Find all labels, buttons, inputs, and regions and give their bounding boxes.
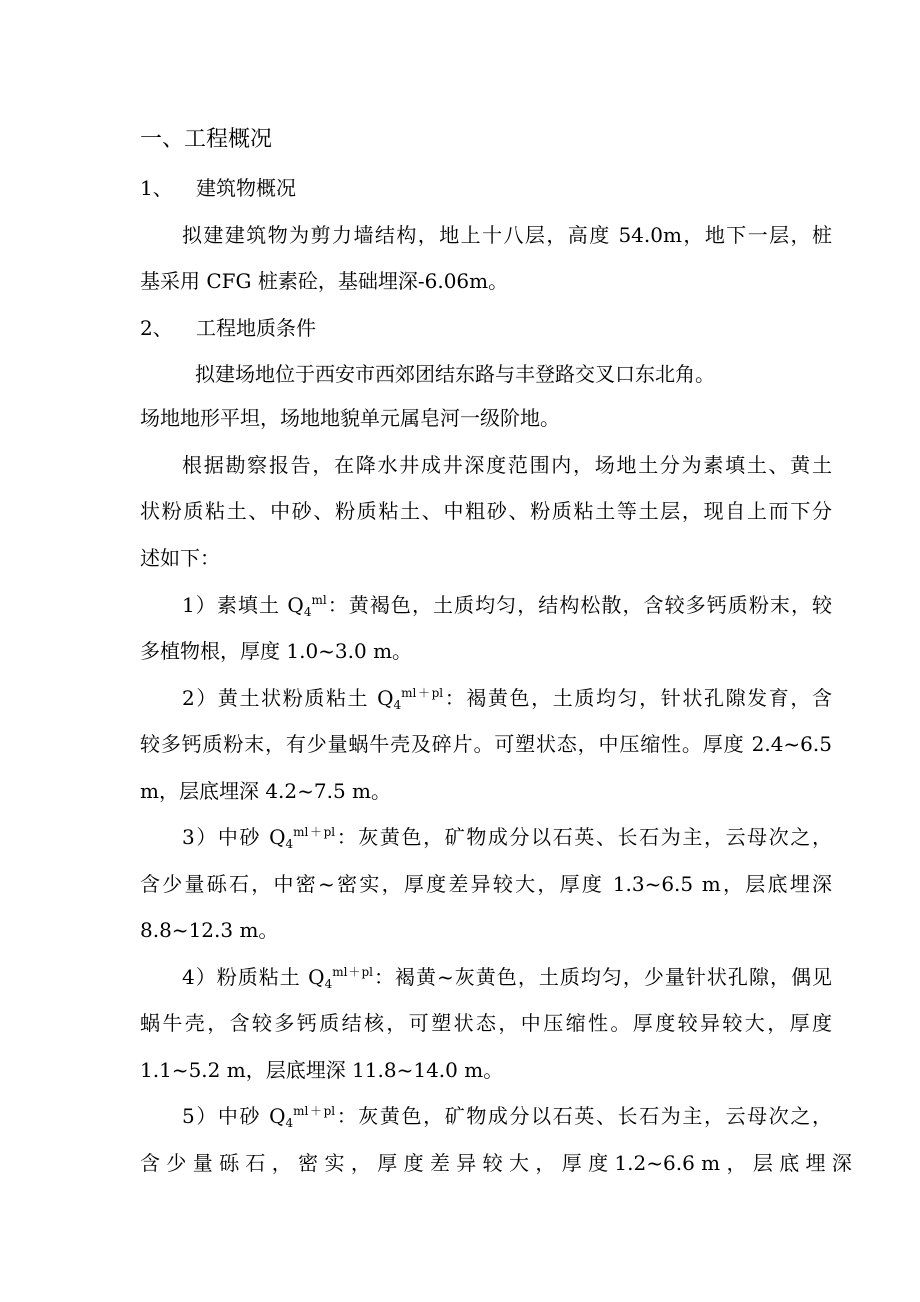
- para-2-line-2: 场地地形平坦，场地地貌单元属皂河一级阶地。: [140, 406, 560, 430]
- page-heading: 一、工程概况: [140, 127, 273, 152]
- layer-4-sup: ml＋pl: [332, 965, 373, 979]
- layer-5-rest: ：灰黄色，矿物成分以石英、长石为主，云母次之，: [335, 1104, 832, 1128]
- para-3-line-3: 述如下：: [140, 546, 220, 570]
- layer-2-sup: ml＋pl: [401, 686, 444, 700]
- layer-2-line-3: m，层底埋深 4.2~7.5 m。: [140, 779, 392, 803]
- para-1-line-1: 拟建建筑物为剪力墙结构，地上十八层，高度 54.0m，地下一层，桩: [182, 223, 832, 247]
- layer-5-sup: ml＋pl: [293, 1104, 336, 1118]
- layer-2-line-1: [182, 685, 832, 711]
- para-3-line-2: 状粉质粘土、中砂、粉质粘土、中粗砂、粉质粘土等土层，现自上而下分: [140, 499, 832, 523]
- section-1-heading: [140, 175, 296, 201]
- layer-3-sub: 4: [285, 837, 294, 851]
- layer-1-prefix: 1）素填土 Q: [182, 593, 304, 617]
- layer-5-sub: 4: [285, 1116, 294, 1130]
- section-2-heading: [140, 315, 316, 341]
- layer-4-sub: 4: [324, 977, 333, 991]
- layer-2-line-2: 较多钙质粉末，有少量蜗牛壳及碎片。可塑状态，中压缩性。厚度 2.4~6.5: [140, 732, 832, 756]
- layer-5-prefix: 5）中砂 Q: [182, 1104, 286, 1128]
- layer-3-line-2: 含少量砾石，中密~密实，厚度差异较大，厚度 1.3~6.5 m，层底埋深: [140, 872, 832, 896]
- para-2-line-1: 拟建场地位于西安市西郊团结东路与丰登路交叉口东北角。: [195, 362, 715, 386]
- layer-1-sub: 4: [303, 605, 312, 619]
- layer-3-rest: ：灰黄色，矿物成分以石英、长石为主，云母次之，: [335, 825, 832, 849]
- para-1-line-2: 基采用 CFG 桩素砼，基础埋深-6.06m。: [140, 269, 509, 293]
- layer-2-rest: ：褐黄色，土质均匀，针状孔隙发育，含: [443, 686, 832, 710]
- layer-4-prefix: 4）粉质粘土 Q: [182, 965, 325, 989]
- section-1-title: 建筑物概况: [196, 176, 296, 200]
- layer-1-line-1: [182, 592, 832, 618]
- section-2-title: 工程地质条件: [196, 316, 316, 340]
- layer-4-rest: ：褐黄~灰黄色，土质均匀，少量针状孔隙，偶见: [372, 965, 832, 989]
- layer-3-sup: ml＋pl: [293, 825, 336, 839]
- layer-3-line-3: 8.8~12.3 m。: [140, 918, 279, 942]
- section-1-number: 1、: [140, 176, 173, 200]
- layer-5-line-2: 含 少 量 砾 石 ， 密 实 ， 厚 度 差 异 较 大 ， 厚 度 1.2~6.6 m ， 层 底 埋 深: [140, 1151, 852, 1175]
- layer-1-rest: ：黄褐色，土质均匀，结构松散，含较多钙质粉末，较: [326, 593, 832, 617]
- layer-4-line-3: 1.1~5.2 m，层底埋深 11.8~14.0 m。: [140, 1058, 504, 1082]
- layer-3-prefix: 3）中砂 Q: [182, 825, 286, 849]
- layer-4-line-1: [182, 964, 832, 990]
- layer-4-line-2: 蜗牛壳，含较多钙质结核，可塑状态，中压缩性。厚度较异较大，厚度: [140, 1011, 832, 1035]
- layer-1-line-2: 多植物根，厚度 1.0~3.0 m。: [140, 639, 413, 663]
- layer-2-prefix: 2）黄土状粉质粘土 Q: [182, 686, 394, 710]
- para-3-line-1: 根据勘察报告，在降水井成井深度范围内，场地土分为素填土、黄土: [182, 453, 832, 477]
- layer-1-sup: ml: [311, 593, 327, 607]
- section-2-number: 2、: [140, 316, 173, 340]
- layer-5-line-1: [182, 1103, 832, 1129]
- layer-3-line-1: [182, 824, 832, 850]
- layer-2-sub: 4: [393, 698, 402, 712]
